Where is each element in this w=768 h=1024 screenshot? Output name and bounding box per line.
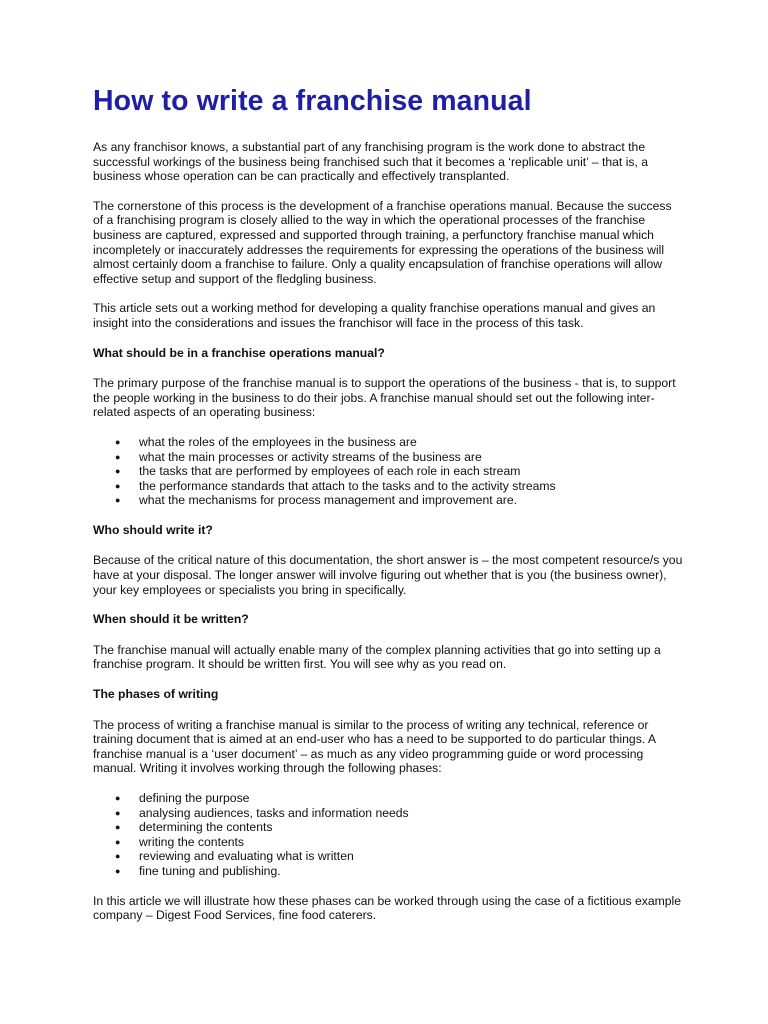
list-item	[93, 820, 683, 835]
bullet-icon: ●	[115, 436, 121, 447]
closing-paragraph: In this article we will illustrate how these phases can be worked through using the case of a fictitious example company – Digest Food Services, fine food caterers.	[93, 893, 682, 923]
bullet-icon: ●	[115, 822, 121, 833]
bullet-icon: ●	[115, 793, 121, 803]
list-item-text: analysing audiences, tasks and information needs	[139, 805, 409, 820]
bullet-icon: ●	[115, 807, 121, 818]
list-item	[93, 849, 683, 864]
section-paragraph-phases: The process of writing a franchise manual is similar to the process of writing any technical, reference or training document that is aimed at an end-user who has a need to be supported to do particular things. A franchise manual is a ‘user document’ – as much as any video programming guide or word processing manual. Writing it involves working through the following phases:	[93, 717, 656, 776]
list-item	[93, 450, 683, 465]
list-item	[93, 435, 683, 450]
list-item-text: reviewing and evaluating what is written	[139, 849, 354, 864]
list-item-text: the tasks that are performed by employees of each role in each stream	[139, 464, 521, 479]
list-item-text: what the mechanisms for process management and improvement are.	[139, 493, 517, 508]
list-item-text: what the roles of the employees in the business are	[139, 434, 417, 449]
list-item	[93, 479, 683, 494]
list-item	[93, 493, 683, 508]
list-item-text: writing the contents	[139, 834, 245, 849]
list-item	[93, 806, 683, 821]
bullet-icon: ●	[115, 466, 121, 477]
list-item	[93, 791, 683, 806]
intro-paragraph-3: This article sets out a working method for developing a quality franchise operations manual and gives an insight into the considerations and issues the franchisor will face in the process of this task.	[93, 301, 656, 330]
list-item	[93, 864, 683, 879]
intro-paragraph-1: As any franchisor knows, a substantial part of any franchising program is the work done to abstract the successful workings of the business being franchised such that it becomes a ‘replicable unit’ – that is, a business whose operation can be can practically and effectively transplanted.	[93, 140, 649, 184]
list-item-text: fine tuning and publishing.	[139, 863, 281, 878]
section-heading-when: When should it be written?	[93, 612, 249, 627]
bullet-icon: ●	[115, 865, 121, 876]
section-heading-phases: The phases of writing	[93, 687, 219, 702]
list-item	[93, 464, 683, 479]
section-paragraph-contents: The primary purpose of the franchise manual is to support the operations of the business - that is, to support the people working in the business to do their jobs. A franchise manual should set out the following inter-related aspects of an operating business:	[93, 376, 676, 420]
intro-paragraph-2: The cornerstone of this process is the development of a franchise operations manual. Because the success of a franchising program is closely allied to the way in which the operational processes of the franchise business are captured, expressed and supported through training, a perfunctory franchise manual which incompletely or inaccurately addresses the requirements for expressing the operations of the business will almost certainly doom a franchise to failure. Only a quality encapsulation of franchise operations will allow effective setup and support of the fledgling business.	[93, 198, 672, 286]
section-heading-who: Who should write it?	[93, 522, 213, 537]
document-body	[93, 84, 683, 938]
bullet-list-aspects	[93, 435, 683, 508]
bullet-icon: ●	[115, 480, 121, 491]
section-paragraph-when: The franchise manual will actually enable many of the complex planning activities that go into setting up a franchise program. It should be written first. You will see why as you read on.	[93, 642, 661, 672]
section-heading-contents: What should be in a franchise operations manual?	[93, 345, 385, 360]
list-item-text: defining the purpose	[139, 791, 250, 805]
bullet-list-phases	[93, 791, 683, 879]
list-item-text: what the main processes or activity streams of the business are	[139, 449, 482, 464]
section-paragraph-who: Because of the critical nature of this documentation, the short answer is – the most competent resource/s you have at your disposal. The longer answer will involve figuring out whether that is you (the business owner), your key employees or specialists you bring in specifically.	[93, 553, 683, 597]
bullet-icon: ●	[115, 495, 121, 506]
list-item-text: determining the contents	[139, 820, 273, 835]
list-item	[93, 835, 683, 850]
document-title: How to write a franchise manual	[93, 85, 532, 117]
bullet-icon: ●	[115, 836, 121, 847]
bullet-icon: ●	[115, 851, 121, 862]
list-item-text: the performance standards that attach to the tasks and to the activity streams	[139, 478, 556, 493]
bullet-icon: ●	[115, 451, 121, 462]
